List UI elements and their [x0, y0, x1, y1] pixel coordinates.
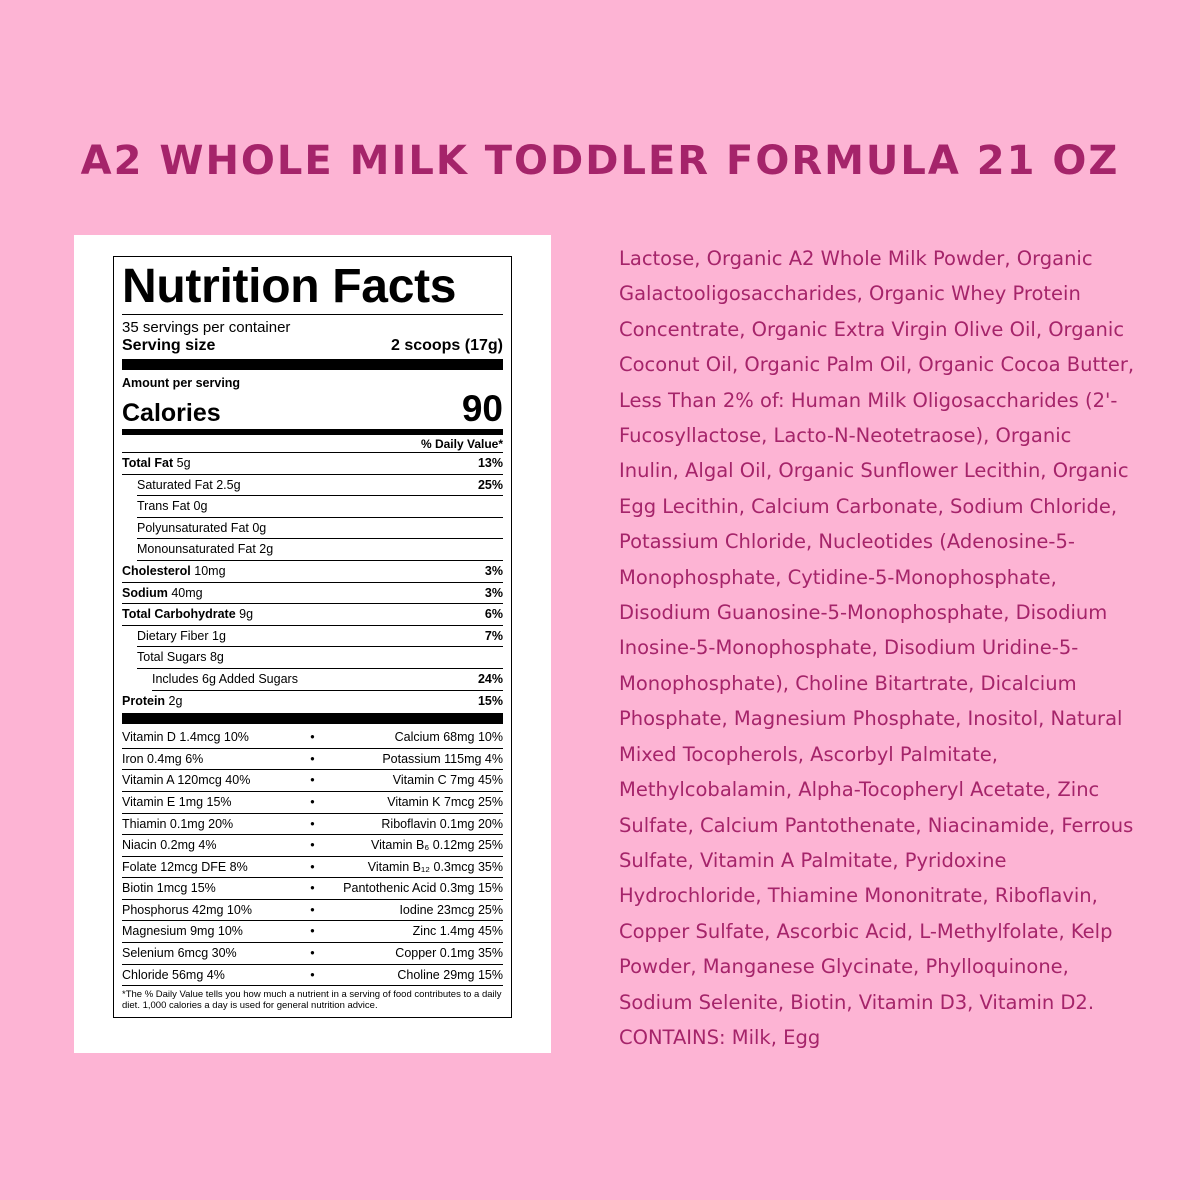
calories-label: Calories [122, 399, 221, 427]
ingredient-line: Fucosyllactose, Lacto-N-Neotetraose), Organic [619, 424, 1072, 448]
nutrient-name: Saturated Fat 2.5g [137, 477, 241, 492]
nutrient-name: Total Fat [122, 456, 174, 470]
vitamin-row [122, 921, 503, 943]
serving-size-value: 2 scoops (17g) [390, 337, 503, 354]
ingredient-line: Less Than 2% of: Human Milk Oligosaccharides (2'- [619, 388, 1118, 412]
nutrient-row [122, 453, 503, 475]
ingredient-line: Coconut Oil, Organic Palm Oil, Organic Cocoa Butter, [619, 353, 1135, 377]
nutrient-row [122, 561, 503, 583]
bullet: • [310, 924, 315, 939]
nutrient-pct: 24% [477, 671, 503, 686]
vitamin-right: Riboflavin 0.1mg 20% [381, 816, 503, 831]
nutrient-row [137, 539, 503, 561]
divider [122, 314, 503, 315]
vitamin-right: Copper 0.1mg 35% [395, 946, 503, 961]
ingredient-line: Mixed Tocopherols, Ascorbyl Palmitate, [619, 742, 998, 766]
nutrient-name: Dietary Fiber 1g [137, 628, 226, 643]
calories-row [122, 390, 503, 428]
bullet: • [310, 816, 315, 831]
ingredient-line: Galactooligosaccharides, Organic Whey Protein [619, 282, 1081, 306]
calories-value: 90 [461, 388, 503, 429]
vitamin-left: Folate 12mcg DFE 8% [122, 859, 248, 874]
vitamin-row [122, 857, 503, 879]
ingredient-line: Sulfate, Calcium Pantothenate, Niacinamide, Ferrous [619, 813, 1134, 837]
divider-thick [122, 713, 503, 724]
vitamin-right: Vitamin C 7mg 45% [392, 773, 503, 788]
nutrient-row [137, 626, 503, 648]
ingredient-line: Inulin, Algal Oil, Organic Sunflower Lecithin, Organic [619, 459, 1129, 483]
nutrient-name: Trans Fat 0g [137, 499, 208, 514]
bullet: • [310, 838, 315, 853]
nutrient-amount: 5g [176, 456, 191, 470]
ingredient-line: Lactose, Organic A2 Whole Milk Powder, Organic [619, 247, 1093, 270]
vitamin-left: Selenium 6mcg 30% [122, 946, 237, 961]
bullet: • [310, 751, 315, 766]
nutrient-pct: 15% [477, 693, 503, 708]
nutrient-row [122, 604, 503, 626]
vitamin-left: Magnesium 9mg 10% [122, 924, 243, 939]
ingredient-line: CONTAINS: Milk, Egg [619, 1025, 821, 1049]
vitamin-row [122, 727, 503, 749]
ingredient-line: Phosphate, Magnesium Phosphate, Inositol, Natural [619, 707, 1123, 731]
vitamin-row [122, 792, 503, 814]
nutrient-row [137, 518, 503, 540]
ingredients-text [619, 241, 1179, 1055]
vitamin-left: Iron 0.4mg 6% [122, 751, 204, 766]
ingredient-line: Copper Sulfate, Ascorbic Acid, L-Methylfolate, Kelp [619, 919, 1113, 943]
vitamin-row [122, 770, 503, 792]
nutrient-amount: 9g [239, 607, 254, 622]
bullet: • [310, 859, 315, 874]
vitamin-left: Vitamin A 120mcg 40% [122, 773, 251, 788]
nutrient-name: Total Sugars 8g [137, 650, 224, 665]
nutrient-amount: 2g [168, 693, 183, 708]
vitamin-right: Zinc 1.4mg 45% [412, 924, 503, 939]
vitamin-row [122, 749, 503, 771]
serving-size-label: Serving size [122, 337, 216, 354]
serving-size-row [122, 336, 503, 356]
nutrient-pct: 25% [477, 477, 503, 492]
vitamin-right: Vitamin B₆ 0.12mg 25% [371, 838, 503, 853]
vitamin-right: Choline 29mg 15% [397, 967, 503, 982]
ingredient-line: Sulfate, Vitamin A Palmitate, Pyridoxine [619, 848, 1007, 872]
vitamin-row [122, 878, 503, 900]
ingredient-line: Hydrochloride, Thiamine Mononitrate, Riboflavin, [619, 884, 1098, 908]
bullet: • [310, 967, 315, 982]
nutrient-pct: 6% [484, 607, 503, 622]
page-title: A2 WHOLE MILK TODDLER FORMULA 21 OZ [80, 138, 1120, 184]
vitamin-left: Vitamin D 1.4mcg 10% [122, 730, 249, 745]
nutrient-list [122, 453, 503, 712]
divider-thick [122, 359, 503, 370]
nutrient-row [152, 669, 503, 691]
bullet: • [310, 730, 315, 745]
bullet: • [310, 773, 315, 788]
nutrient-row [122, 583, 503, 605]
vitamin-left: Chloride 56mg 4% [122, 967, 225, 982]
ingredient-line: Powder, Manganese Glycinate, Phylloquinone, [619, 955, 1069, 979]
nutrient-pct: 13% [477, 456, 503, 470]
nutrition-facts-heading: Nutrition Facts [122, 260, 457, 313]
vitamin-right: Vitamin B₁₂ 0.3mcg 35% [367, 859, 503, 874]
vitamin-row [122, 900, 503, 922]
servings-per-container: 35 servings per container [122, 319, 291, 336]
vitamin-row [122, 965, 503, 987]
ingredient-line: Methylcobalamin, Alpha-Tocopheryl Acetate, Zinc [619, 778, 1100, 802]
ingredient-line: Monophosphate, Cytidine-5-Monophosphate, [619, 565, 1057, 589]
amount-per-serving: Amount per serving [122, 376, 241, 390]
ingredient-line: Potassium Chloride, Nucleotides (Adenosine-5- [619, 530, 1075, 554]
bullet: • [310, 881, 315, 896]
vitamin-right: Vitamin K 7mcg 25% [387, 794, 503, 809]
nutrient-name: Cholesterol [122, 563, 191, 578]
nutrient-row [122, 691, 503, 713]
nutrient-name: Monounsaturated Fat 2g [137, 542, 274, 557]
ingredient-line: Sodium Selenite, Biotin, Vitamin D3, Vitamin D2. [619, 990, 1095, 1014]
nutrient-name: Protein [122, 693, 166, 708]
ingredient-line: Disodium Guanosine-5-Monophosphate, Disodium [619, 601, 1108, 625]
vitamin-right: Potassium 115mg 4% [382, 751, 503, 766]
ingredient-line: Inosine-5-Monophosphate, Disodium Uridine-5- [619, 636, 1079, 660]
nutrient-name: Polyunsaturated Fat 0g [137, 520, 267, 535]
bullet: • [310, 946, 315, 961]
nutrient-pct: 3% [484, 585, 503, 600]
nutrient-row [137, 475, 503, 497]
vitamin-row [122, 835, 503, 857]
bullet: • [310, 794, 315, 809]
ingredient-line: Egg Lecithin, Calcium Carbonate, Sodium Chloride, [619, 494, 1118, 518]
nutrient-name: Includes 6g Added Sugars [152, 671, 298, 686]
bullet: • [310, 902, 315, 917]
daily-value-footnote: *The % Daily Value tells you how much a nutrient in a serving of food contributes to a daily diet. 1,000 calories a day is used for general nutrition advice. [122, 989, 502, 1012]
nutrient-pct: 7% [484, 628, 503, 643]
vitamin-left: Biotin 1mcg 15% [122, 881, 216, 896]
vitamin-right: Pantothenic Acid 0.3mg 15% [343, 881, 503, 896]
nutrition-facts-panel [113, 256, 512, 1018]
daily-value-header: % Daily Value* [122, 435, 503, 453]
nutrient-row [137, 496, 503, 518]
nutrient-row [137, 647, 503, 669]
vitamin-left: Phosphorus 42mg 10% [122, 902, 252, 917]
vitamin-left: Niacin 0.2mg 4% [122, 838, 217, 853]
vitamin-row [122, 943, 503, 965]
nutrient-pct: 3% [484, 563, 503, 578]
vitamin-row [122, 814, 503, 836]
nutrient-name: Total Carbohydrate [122, 607, 236, 622]
ingredient-line: Concentrate, Organic Extra Virgin Olive Oil, Organic [619, 317, 1125, 341]
vitamin-left: Vitamin E 1mg 15% [122, 794, 232, 809]
nutrient-amount: 10mg [194, 563, 226, 578]
nutrient-amount: 40mg [171, 585, 203, 600]
vitamin-right: Iodine 23mcg 25% [399, 902, 503, 917]
nutrient-name: Sodium [122, 585, 168, 600]
vitamin-left: Thiamin 0.1mg 20% [122, 816, 234, 831]
ingredient-line: Monophosphate), Choline Bitartrate, Dicalcium [619, 671, 1077, 695]
vitamin-right: Calcium 68mg 10% [394, 730, 503, 745]
vitamin-list [122, 727, 503, 986]
